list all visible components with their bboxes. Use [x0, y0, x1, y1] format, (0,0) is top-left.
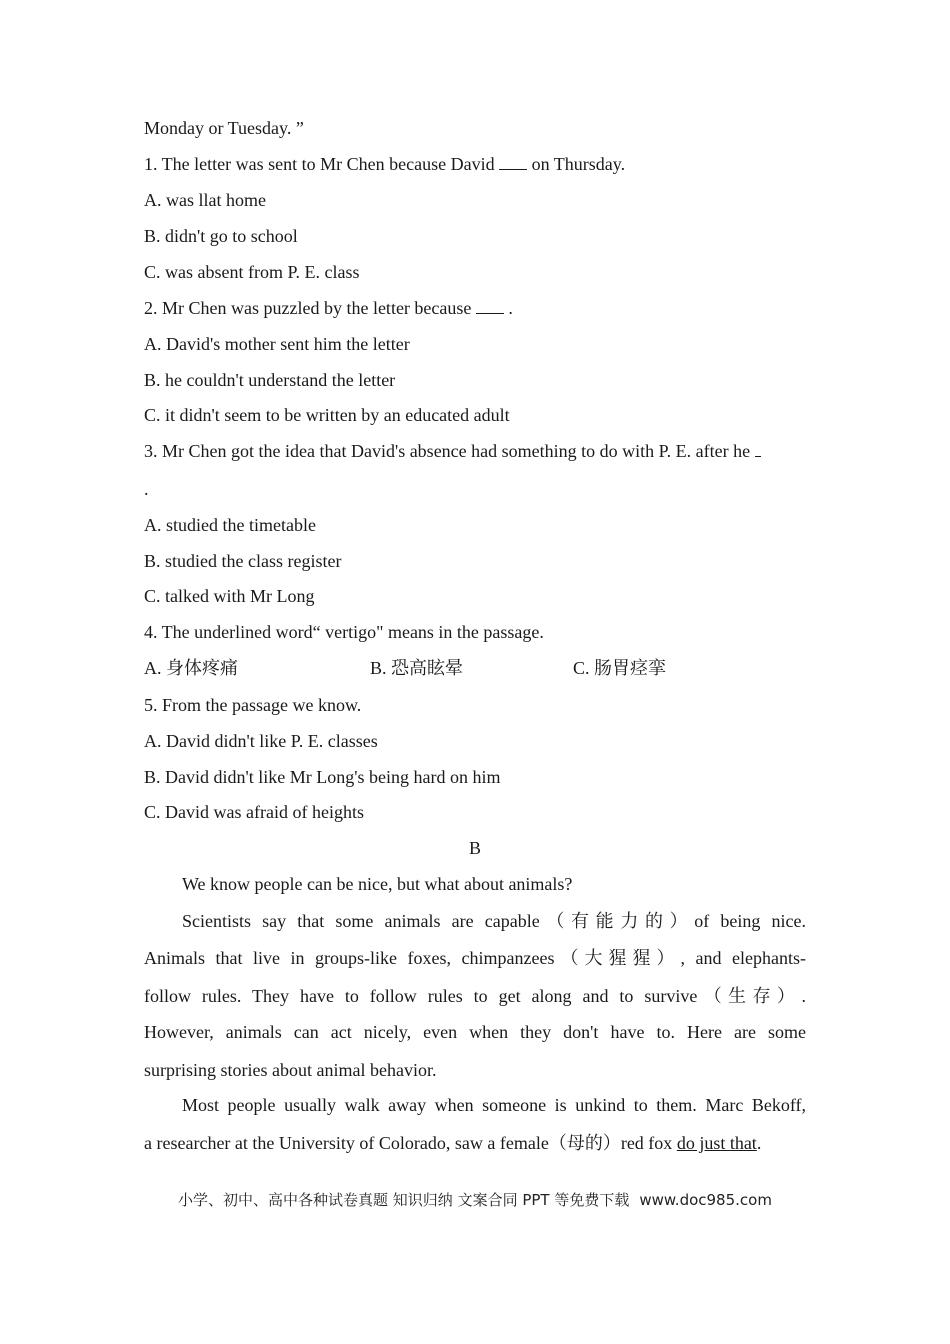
- option-b: B. studied the class register: [144, 551, 342, 571]
- answer-blank: [499, 153, 527, 170]
- option-c: C. David was afraid of heights: [144, 802, 364, 822]
- page-footer: [0, 1190, 950, 1210]
- option-a: A. 身体疼痛: [144, 658, 238, 678]
- question-text: .: [503, 298, 513, 318]
- question-2: [144, 297, 806, 319]
- option-c: C. 肠胃痉挛: [573, 658, 667, 678]
- answer-blank: [476, 297, 504, 314]
- option-b: B. 恐高眩晕: [370, 658, 464, 678]
- paragraph-2-line: surprising stories about animal behavior.: [144, 1060, 437, 1080]
- paragraph-3-line: Most people usually walk away when someone is unkind to them. Marc Bekoff,: [182, 1095, 806, 1115]
- answer-blank: [755, 440, 761, 457]
- paragraph-2-line: follow rules. They have to follow rules to get along and to survive（生存）.: [144, 986, 806, 1006]
- question-4: 4. The underlined word“ vertigo" means in the passage.: [144, 622, 544, 642]
- option-c: C. talked with Mr Long: [144, 586, 315, 606]
- question-5: 5. From the passage we know.: [144, 695, 362, 715]
- option-a: A. David's mother sent him the letter: [144, 334, 410, 354]
- option-a: A. David didn't like P. E. classes: [144, 731, 378, 751]
- paragraph-1: We know people can be nice, but what about animals?: [182, 874, 573, 894]
- question-text: on Thursday.: [527, 154, 626, 174]
- paragraph-3-line: [144, 1132, 806, 1154]
- text-span: .: [756, 1133, 762, 1153]
- question-text: 1. The letter was sent to Mr Chen because David: [144, 154, 500, 174]
- footer-text: 小学、初中、高中各种试卷真题 知识归纳 文案合同 PPT 等免费下载: [178, 1191, 630, 1209]
- question-3-continuation: .: [144, 479, 149, 499]
- text-span: a researcher at the University of Colorado, saw a female（母的）red fox: [144, 1133, 677, 1153]
- option-b: B. didn't go to school: [144, 226, 298, 246]
- paragraph-2-line: Scientists say that some animals are capable（有能力的）of being nice.: [182, 911, 806, 931]
- paragraph-2-line: Animals that live in groups-like foxes, chimpanzees（大猩猩）, and elephants-: [144, 948, 806, 968]
- question-text: 2. Mr Chen was puzzled by the letter because: [144, 298, 476, 318]
- option-a: A. was llat home: [144, 190, 266, 210]
- text-line: Monday or Tuesday. ”: [144, 118, 304, 138]
- option-a: A. studied the timetable: [144, 515, 316, 535]
- underlined-phrase: do just that: [676, 1133, 757, 1153]
- option-b: B. he couldn't understand the letter: [144, 370, 396, 390]
- section-heading: B: [468, 838, 481, 858]
- option-c: C. it didn't seem to be written by an educated adult: [144, 405, 510, 425]
- option-c: C. was absent from P. E. class: [144, 262, 360, 282]
- question-text: 3. Mr Chen got the idea that David's absence had something to do with P. E. after he: [144, 441, 755, 461]
- question-3: [144, 440, 806, 462]
- paragraph-2-line: However, animals can act nicely, even when they don't have to. Here are some: [144, 1022, 806, 1042]
- footer-url: www.doc985.com: [639, 1191, 772, 1209]
- question-1: [144, 153, 806, 175]
- option-b: B. David didn't like Mr Long's being hard on him: [144, 767, 501, 787]
